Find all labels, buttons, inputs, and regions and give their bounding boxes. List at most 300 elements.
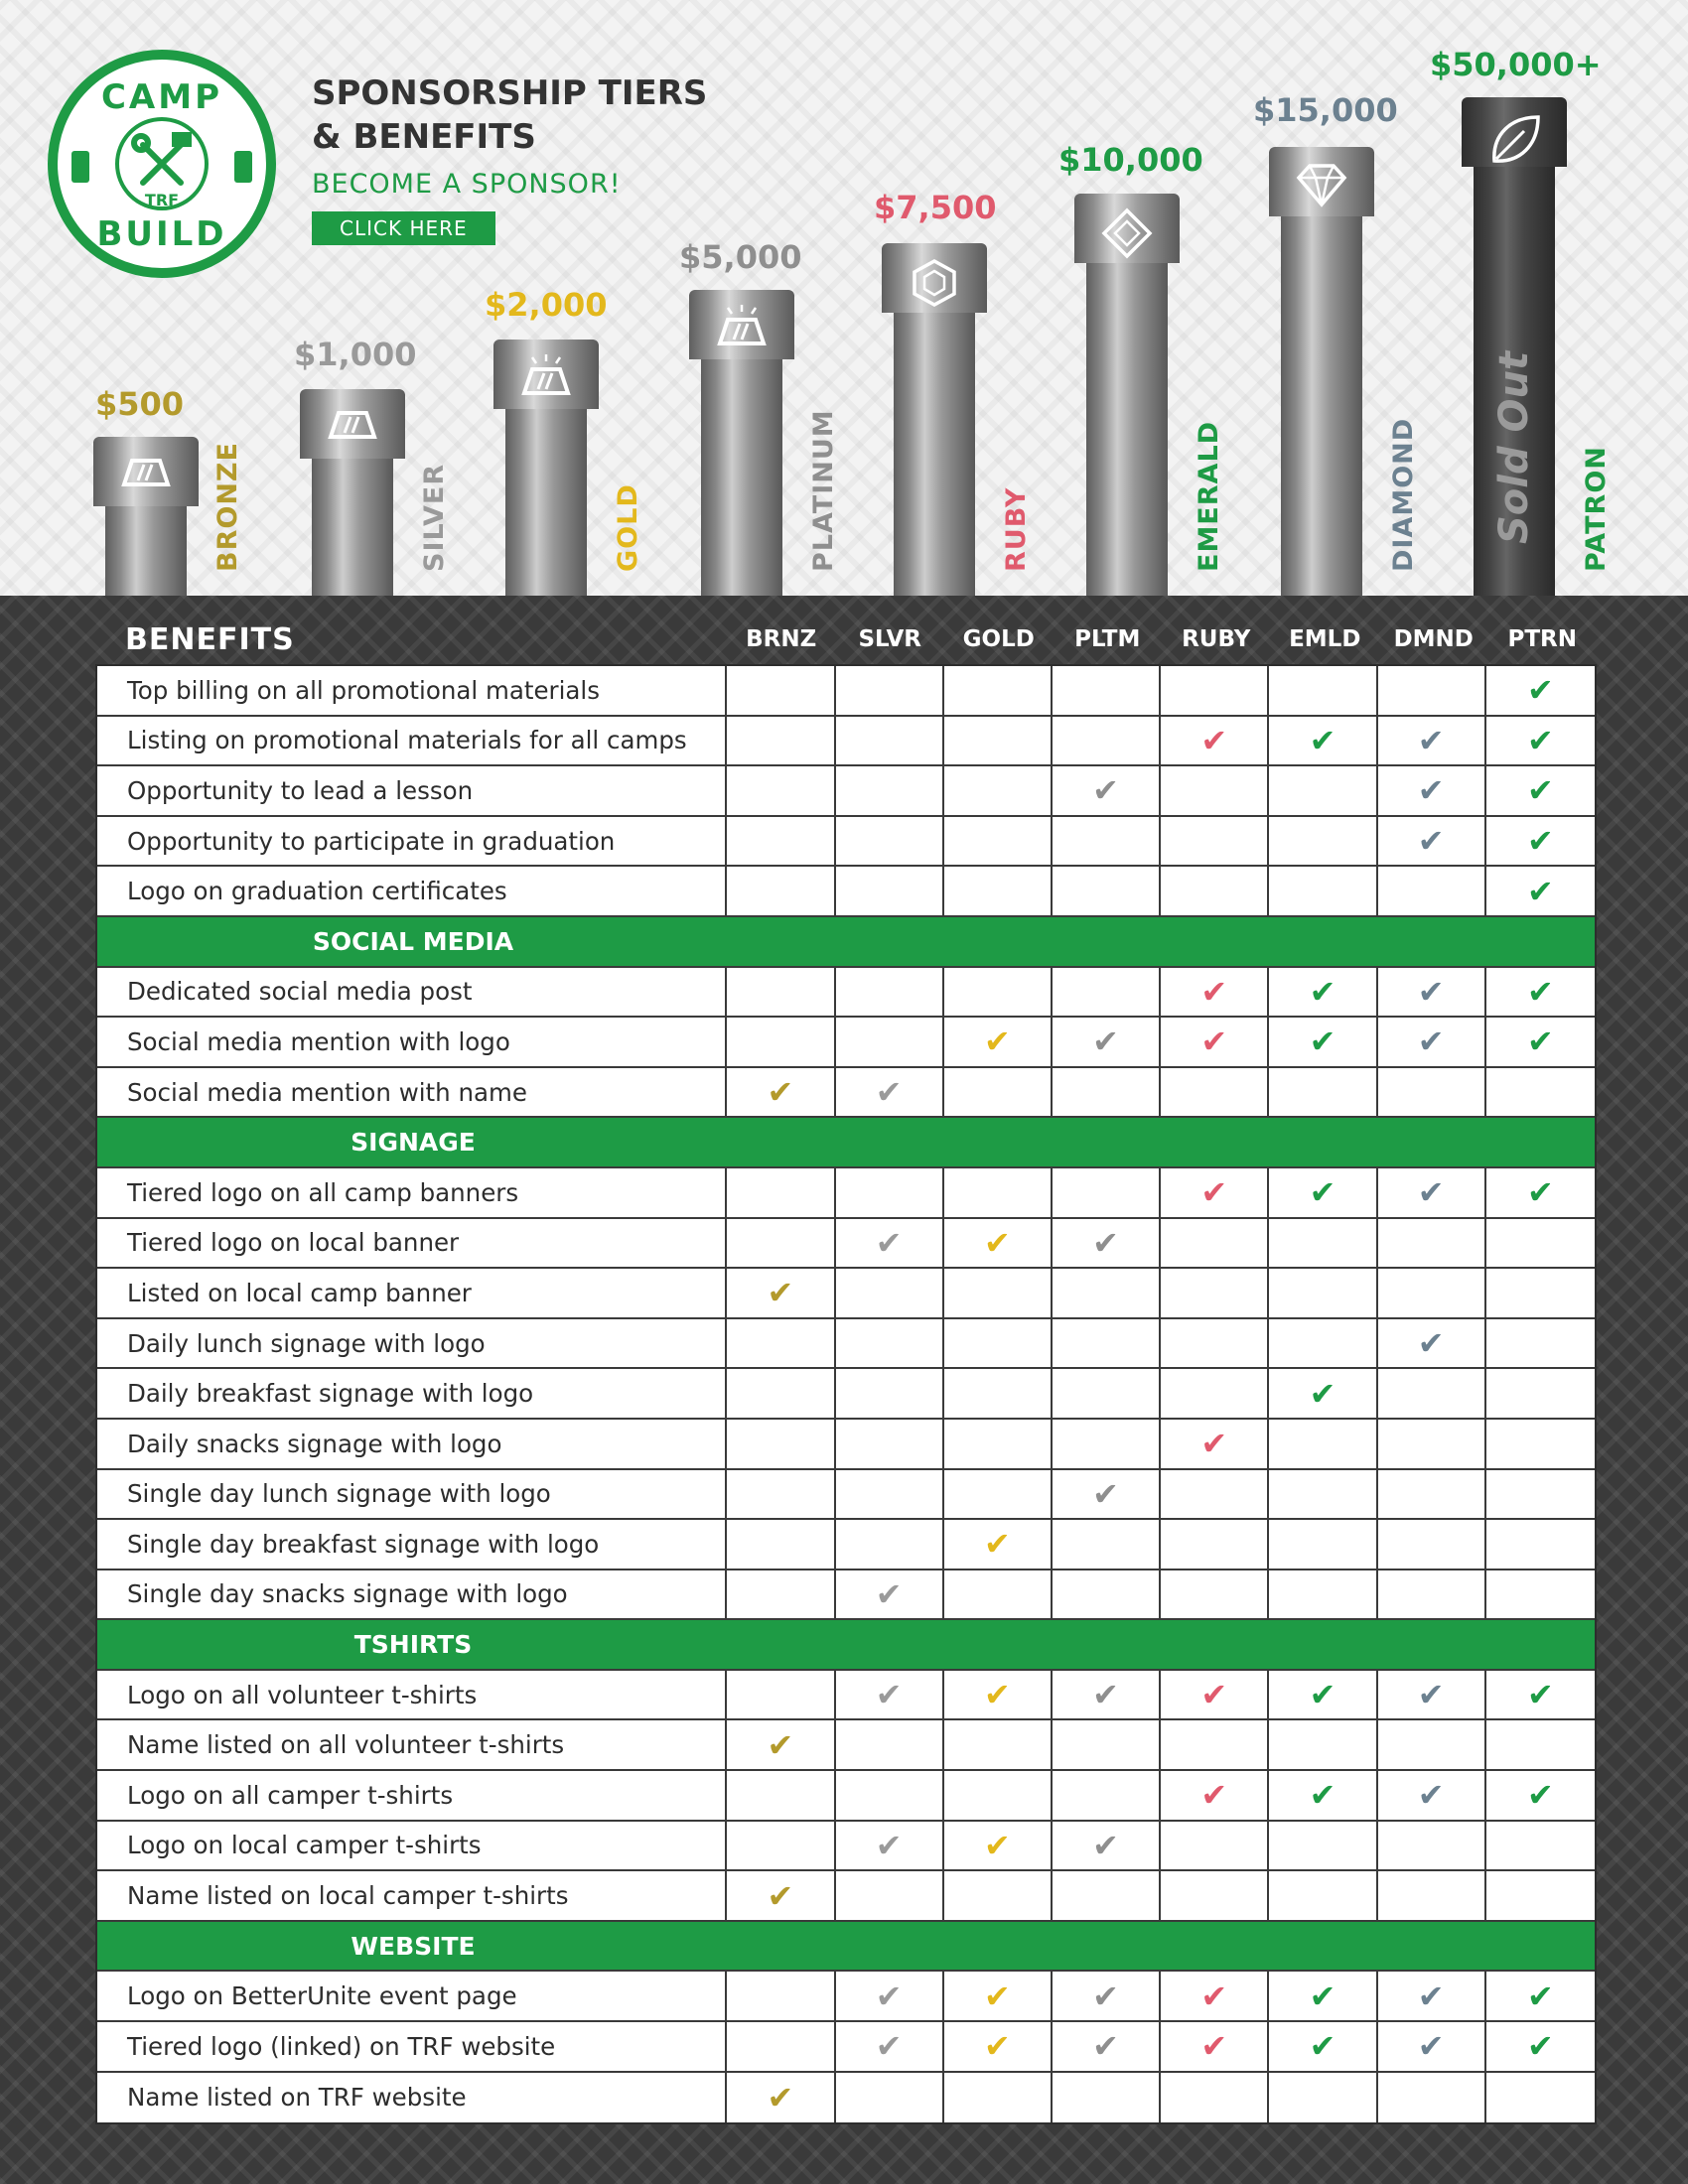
bar-icon	[120, 451, 172, 494]
cell-patron	[1486, 968, 1595, 1017]
cell-emerald	[1269, 2022, 1377, 2071]
section-header	[97, 917, 1595, 968]
check-icon: ✔	[983, 1525, 1011, 1564]
check-icon: ✔	[1309, 1676, 1336, 1714]
check-icon: ✔	[1200, 1023, 1228, 1061]
table-row	[97, 1570, 1595, 1621]
cell-diamond	[1378, 1520, 1486, 1569]
section-header	[97, 1620, 1595, 1671]
cell-gold	[944, 817, 1053, 866]
benefit-label: Social media mention with name	[97, 1068, 727, 1117]
cell-ruby	[1161, 2022, 1269, 2071]
cell-platinum	[1053, 1720, 1161, 1769]
cell-patron	[1486, 817, 1595, 866]
table-row	[97, 1018, 1595, 1068]
check-icon: ✔	[1309, 972, 1336, 1011]
cell-diamond	[1378, 1068, 1486, 1117]
benefit-label: Logo on local camper t-shirts	[97, 1822, 727, 1870]
cell-ruby	[1161, 1771, 1269, 1820]
cell-silver	[836, 1822, 944, 1870]
check-icon: ✔	[1526, 872, 1554, 910]
cell-ruby	[1161, 1972, 1269, 2020]
cell-silver	[836, 1570, 944, 1619]
check-icon: ✔	[1092, 1223, 1119, 1262]
column-header-platinum: PLTM	[1074, 626, 1141, 652]
cell-emerald	[1269, 1219, 1377, 1268]
cell-emerald	[1269, 1168, 1377, 1217]
cell-patron	[1486, 766, 1595, 815]
cell-gold	[944, 1822, 1053, 1870]
cell-diamond	[1378, 1771, 1486, 1820]
check-icon: ✔	[1526, 822, 1554, 861]
benefits-title: BENEFITS	[125, 621, 295, 657]
check-icon: ✔	[1526, 1173, 1554, 1212]
cell-gold	[944, 1219, 1053, 1268]
cell-emerald	[1269, 1871, 1377, 1920]
become-sponsor-subtitle: BECOME A SPONSOR!	[312, 169, 622, 200]
cell-bronze	[727, 1520, 835, 1569]
cell-bronze	[727, 1168, 835, 1217]
cell-patron	[1486, 1018, 1595, 1066]
logo-top-text: CAMP	[100, 77, 223, 117]
cell-silver	[836, 1520, 944, 1569]
cell-silver	[836, 666, 944, 715]
cell-silver	[836, 766, 944, 815]
benefit-label: Logo on all camper t-shirts	[97, 1771, 727, 1820]
benefit-label: Listed on local camp banner	[97, 1269, 727, 1317]
column-header-silver: SLVR	[858, 626, 922, 652]
cell-gold	[944, 666, 1053, 715]
check-icon: ✔	[1092, 1977, 1119, 2015]
benefit-label: Social media mention with logo	[97, 1018, 727, 1066]
cell-diamond	[1378, 1018, 1486, 1066]
section-label: SOCIAL MEDIA	[312, 926, 514, 956]
cell-patron	[1486, 1420, 1595, 1468]
cell-ruby	[1161, 817, 1269, 866]
cell-gold	[944, 1470, 1053, 1519]
shining-bar-icon	[716, 304, 768, 347]
cell-platinum	[1053, 1871, 1161, 1920]
cell-ruby	[1161, 1871, 1269, 1920]
cell-gold	[944, 1871, 1053, 1920]
tier-pipe-diamond	[1269, 147, 1374, 596]
page-title-line1: SPONSORSHIP TIERS	[312, 73, 708, 113]
benefits-table	[95, 664, 1597, 2124]
check-icon: ✔	[1526, 671, 1554, 710]
cell-ruby	[1161, 1822, 1269, 1870]
cell-ruby	[1161, 2073, 1269, 2123]
benefit-label: Listing on promotional materials for all camps	[97, 717, 727, 765]
cell-ruby	[1161, 1570, 1269, 1619]
cell-diamond	[1378, 1269, 1486, 1317]
table-row	[97, 1822, 1595, 1872]
cell-platinum	[1053, 817, 1161, 866]
check-icon: ✔	[1526, 721, 1554, 759]
benefit-label: Single day lunch signage with logo	[97, 1470, 727, 1519]
cell-patron	[1486, 1369, 1595, 1418]
cell-platinum	[1053, 1369, 1161, 1418]
cell-gold	[944, 1369, 1053, 1418]
benefit-label: Single day snacks signage with logo	[97, 1570, 727, 1619]
cell-ruby	[1161, 766, 1269, 815]
cell-ruby	[1161, 666, 1269, 715]
cell-silver	[836, 1319, 944, 1368]
cell-emerald	[1269, 1570, 1377, 1619]
cell-silver	[836, 1871, 944, 1920]
cell-emerald	[1269, 867, 1377, 915]
cell-bronze	[727, 1219, 835, 1268]
table-row	[97, 666, 1595, 717]
cell-silver	[836, 1018, 944, 1066]
tier-price-ruby: $7,500	[874, 189, 997, 226]
emerald-gem-icon	[1101, 207, 1153, 251]
cell-platinum	[1053, 1972, 1161, 2020]
check-icon: ✔	[767, 2078, 794, 2116]
tier-pipe-emerald	[1074, 194, 1180, 596]
cell-diamond	[1378, 1369, 1486, 1418]
cell-gold	[944, 1720, 1053, 1769]
check-icon: ✔	[1309, 1374, 1336, 1413]
tier-pipe-silver	[300, 389, 405, 596]
cell-silver	[836, 2022, 944, 2071]
table-row	[97, 1671, 1595, 1721]
tier-price-emerald: $10,000	[1058, 141, 1203, 179]
check-icon: ✔	[1092, 2027, 1119, 2066]
table-row	[97, 1771, 1595, 1822]
cell-patron	[1486, 1520, 1595, 1569]
check-icon: ✔	[1309, 1776, 1336, 1815]
check-icon: ✔	[1309, 721, 1336, 759]
cell-platinum	[1053, 1219, 1161, 1268]
cell-gold	[944, 1068, 1053, 1117]
cell-gold	[944, 968, 1053, 1017]
check-icon: ✔	[767, 1073, 794, 1112]
cell-patron	[1486, 1720, 1595, 1769]
cell-gold	[944, 867, 1053, 915]
section-label: WEBSITE	[351, 1931, 476, 1961]
cell-diamond	[1378, 968, 1486, 1017]
cell-bronze	[727, 717, 835, 765]
tier-pipe-gold	[493, 340, 599, 596]
cell-platinum	[1053, 1822, 1161, 1870]
cell-bronze	[727, 1771, 835, 1820]
benefit-label: Tiered logo on local banner	[97, 1219, 727, 1268]
check-icon: ✔	[1417, 1977, 1445, 2015]
cell-emerald	[1269, 666, 1377, 715]
cell-emerald	[1269, 1369, 1377, 1418]
tier-name-silver: SILVER	[419, 463, 450, 572]
cell-platinum	[1053, 717, 1161, 765]
cell-diamond	[1378, 1822, 1486, 1870]
cell-gold	[944, 1018, 1053, 1066]
cell-ruby	[1161, 1269, 1269, 1317]
header	[0, 0, 1688, 596]
cell-diamond	[1378, 1420, 1486, 1468]
cell-platinum	[1053, 1168, 1161, 1217]
tier-name-platinum: PLATINUM	[808, 409, 839, 572]
tier-price-gold: $2,000	[485, 286, 608, 324]
check-icon: ✔	[1200, 972, 1228, 1011]
table-row	[97, 867, 1595, 917]
cell-patron	[1486, 1269, 1595, 1317]
benefit-label: Daily snacks signage with logo	[97, 1420, 727, 1468]
check-icon: ✔	[1526, 1977, 1554, 2015]
cell-diamond	[1378, 2073, 1486, 2123]
tier-price-platinum: $5,000	[679, 238, 802, 276]
check-icon: ✔	[1526, 2027, 1554, 2066]
tier-price-patron: $50,000+	[1430, 46, 1602, 83]
cell-gold	[944, 766, 1053, 815]
table-row	[97, 766, 1595, 817]
cell-patron	[1486, 717, 1595, 765]
cell-platinum	[1053, 1570, 1161, 1619]
table-row	[97, 717, 1595, 767]
sold-out-label: Sold Out	[1491, 350, 1537, 544]
cell-emerald	[1269, 1068, 1377, 1117]
cell-ruby	[1161, 1168, 1269, 1217]
cell-patron	[1486, 867, 1595, 915]
check-icon: ✔	[875, 1977, 903, 2015]
cell-gold	[944, 1570, 1053, 1619]
check-icon: ✔	[1417, 1776, 1445, 1815]
cell-diamond	[1378, 2022, 1486, 2071]
check-icon: ✔	[1092, 1474, 1119, 1513]
click-here-button[interactable]: CLICK HERE	[312, 211, 495, 245]
cell-platinum	[1053, 1018, 1161, 1066]
benefit-label: Opportunity to participate in graduation	[97, 817, 727, 866]
cell-platinum	[1053, 1671, 1161, 1719]
check-icon: ✔	[1417, 1676, 1445, 1714]
cell-gold	[944, 1520, 1053, 1569]
table-row	[97, 1470, 1595, 1521]
title-block	[312, 71, 828, 245]
tier-price-diamond: $15,000	[1253, 91, 1398, 129]
cell-emerald	[1269, 1671, 1377, 1719]
tier-name-diamond: DIAMOND	[1388, 417, 1419, 572]
tier-name-patron: PATRON	[1581, 446, 1612, 572]
check-icon: ✔	[1200, 721, 1228, 759]
benefit-label: Name listed on TRF website	[97, 2073, 727, 2123]
cell-emerald	[1269, 1520, 1377, 1569]
cell-platinum	[1053, 1068, 1161, 1117]
cell-emerald	[1269, 1018, 1377, 1066]
logo-badge: TRF	[144, 191, 180, 209]
tier-pipe-ruby	[882, 243, 987, 596]
check-icon: ✔	[983, 1826, 1011, 1864]
cell-silver	[836, 1068, 944, 1117]
benefit-label: Opportunity to lead a lesson	[97, 766, 727, 815]
cell-bronze	[727, 1369, 835, 1418]
check-icon: ✔	[1417, 1173, 1445, 1212]
table-row	[97, 1871, 1595, 1922]
tier-pipe-bronze	[93, 437, 199, 596]
section-header	[97, 1922, 1595, 1973]
benefit-label: Top billing on all promotional materials	[97, 666, 727, 715]
tier-name-ruby: RUBY	[1001, 486, 1032, 572]
cell-diamond	[1378, 1871, 1486, 1920]
check-icon: ✔	[1092, 1023, 1119, 1061]
check-icon: ✔	[767, 1725, 794, 1764]
table-row	[97, 1420, 1595, 1470]
check-icon: ✔	[767, 1876, 794, 1915]
check-icon: ✔	[1526, 972, 1554, 1011]
cell-platinum	[1053, 1470, 1161, 1519]
cell-bronze	[727, 1420, 835, 1468]
column-header-bronze: BRNZ	[746, 626, 817, 652]
benefit-label: Logo on BetterUnite event page	[97, 1972, 727, 2020]
tier-name-emerald: EMERALD	[1194, 420, 1224, 572]
check-icon: ✔	[1200, 1977, 1228, 2015]
cell-silver	[836, 1671, 944, 1719]
cell-gold	[944, 1771, 1053, 1820]
cell-platinum	[1053, 1520, 1161, 1569]
check-icon: ✔	[1200, 1676, 1228, 1714]
cell-silver	[836, 2073, 944, 2123]
ruby-gem-icon	[909, 257, 960, 301]
cell-emerald	[1269, 1720, 1377, 1769]
cell-bronze	[727, 1470, 835, 1519]
cell-patron	[1486, 1871, 1595, 1920]
cell-gold	[944, 1420, 1053, 1468]
benefit-label: Tiered logo (linked) on TRF website	[97, 2022, 727, 2071]
cell-bronze	[727, 968, 835, 1017]
cell-ruby	[1161, 717, 1269, 765]
cell-bronze	[727, 867, 835, 915]
cell-platinum	[1053, 1420, 1161, 1468]
cell-patron	[1486, 1319, 1595, 1368]
benefit-label: Daily lunch signage with logo	[97, 1319, 727, 1368]
cell-gold	[944, 1168, 1053, 1217]
cell-emerald	[1269, 766, 1377, 815]
check-icon: ✔	[983, 1023, 1011, 1061]
cell-diamond	[1378, 717, 1486, 765]
leaf-icon	[1488, 111, 1540, 155]
check-icon: ✔	[1092, 1826, 1119, 1864]
cell-ruby	[1161, 1018, 1269, 1066]
cell-bronze	[727, 1068, 835, 1117]
cell-emerald	[1269, 1269, 1377, 1317]
cell-patron	[1486, 666, 1595, 715]
table-row	[97, 968, 1595, 1019]
table-row	[97, 1319, 1595, 1370]
benefit-label: Logo on graduation certificates	[97, 867, 727, 915]
check-icon: ✔	[1526, 1023, 1554, 1061]
check-icon: ✔	[1309, 1977, 1336, 2015]
cell-emerald	[1269, 1771, 1377, 1820]
cell-gold	[944, 2073, 1053, 2123]
cell-emerald	[1269, 1972, 1377, 2020]
benefit-label: Dedicated social media post	[97, 968, 727, 1017]
check-icon: ✔	[1417, 1324, 1445, 1363]
cell-patron	[1486, 1972, 1595, 2020]
page-title-line2: & BENEFITS	[312, 117, 536, 157]
column-header-patron: PTRN	[1507, 626, 1577, 652]
check-icon: ✔	[1526, 1676, 1554, 1714]
check-icon: ✔	[983, 2027, 1011, 2066]
tier-price-bronze: $500	[95, 385, 185, 423]
cell-emerald	[1269, 1822, 1377, 1870]
cell-silver	[836, 1269, 944, 1317]
cell-emerald	[1269, 2073, 1377, 2123]
table-row	[97, 1269, 1595, 1319]
cell-silver	[836, 1972, 944, 2020]
check-icon: ✔	[1200, 1173, 1228, 1212]
cell-platinum	[1053, 867, 1161, 915]
cell-silver	[836, 1720, 944, 1769]
cell-ruby	[1161, 1068, 1269, 1117]
cell-diamond	[1378, 817, 1486, 866]
tier-pipe-platinum	[689, 290, 794, 596]
cell-diamond	[1378, 1720, 1486, 1769]
column-header-gold: GOLD	[962, 626, 1035, 652]
table-row	[97, 1068, 1595, 1119]
cell-bronze	[727, 1018, 835, 1066]
check-icon: ✔	[875, 1073, 903, 1112]
check-icon: ✔	[1309, 1173, 1336, 1212]
check-icon: ✔	[1526, 1776, 1554, 1815]
cell-patron	[1486, 2073, 1595, 2123]
cell-patron	[1486, 1570, 1595, 1619]
cell-platinum	[1053, 1269, 1161, 1317]
cell-silver	[836, 717, 944, 765]
check-icon: ✔	[1309, 2027, 1336, 2066]
paint-brush-icon	[71, 151, 89, 183]
table-row	[97, 1720, 1595, 1771]
check-icon: ✔	[1417, 771, 1445, 810]
check-icon: ✔	[875, 1574, 903, 1613]
check-icon: ✔	[1309, 1023, 1336, 1061]
cell-emerald	[1269, 1319, 1377, 1368]
cell-platinum	[1053, 1771, 1161, 1820]
check-icon: ✔	[875, 1676, 903, 1714]
cell-gold	[944, 1972, 1053, 2020]
check-icon: ✔	[1092, 771, 1119, 810]
cell-ruby	[1161, 1219, 1269, 1268]
benefit-label: Name listed on all volunteer t-shirts	[97, 1720, 727, 1769]
cell-emerald	[1269, 817, 1377, 866]
column-header-diamond: DMND	[1393, 626, 1474, 652]
cell-silver	[836, 867, 944, 915]
table-header	[95, 617, 1597, 661]
table-row	[97, 1520, 1595, 1570]
cell-gold	[944, 717, 1053, 765]
cell-ruby	[1161, 1671, 1269, 1719]
cell-bronze	[727, 2022, 835, 2071]
cell-ruby	[1161, 867, 1269, 915]
cell-silver	[836, 817, 944, 866]
cell-platinum	[1053, 1319, 1161, 1368]
cell-gold	[944, 1671, 1053, 1719]
cell-diamond	[1378, 766, 1486, 815]
check-icon: ✔	[875, 1826, 903, 1864]
cell-bronze	[727, 766, 835, 815]
cell-patron	[1486, 1168, 1595, 1217]
logo-bottom-text: BUILD	[96, 214, 227, 254]
cell-ruby	[1161, 968, 1269, 1017]
cell-emerald	[1269, 1420, 1377, 1468]
table-row	[97, 817, 1595, 868]
table-row	[97, 2073, 1595, 2123]
tier-name-gold: GOLD	[613, 483, 643, 572]
check-icon: ✔	[1417, 822, 1445, 861]
cell-ruby	[1161, 1520, 1269, 1569]
check-icon: ✔	[1526, 771, 1554, 810]
camp-build-logo	[48, 50, 276, 278]
cell-patron	[1486, 1822, 1595, 1870]
cell-silver	[836, 1219, 944, 1268]
check-icon: ✔	[983, 1977, 1011, 2015]
benefit-label: Tiered logo on all camp banners	[97, 1168, 727, 1217]
